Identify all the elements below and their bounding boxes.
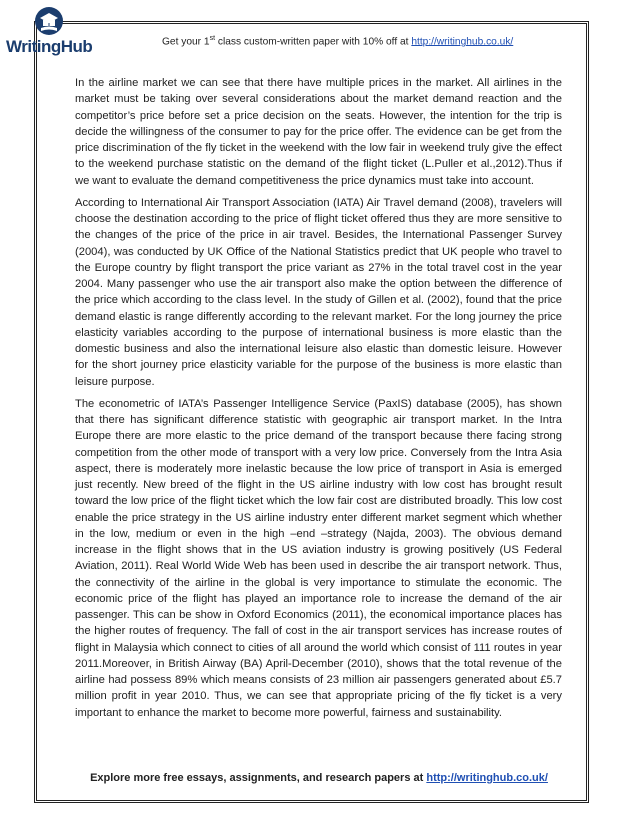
header-link[interactable]: http://writinghub.co.uk/ — [411, 36, 514, 48]
paragraph-1: In the airline market we can see that there have multiple prices in the market. All airlines in the market must be taking over several considerations about the market demand reaction and the competitor’s price before set a price decision on the seats. However, the intention for the trip is decide the willingness of the consumer to pay for the price offer. The evidence can be get from the price discrimination of the fly ticket in the weekend with the low fair in weekend truly give the effect to the weekend purchase statistic on the demand of the flight ticket (L.Puller et al.,2012).Thus if we want to evaluate the demand competitiveness the price dynamics must take into account. — [75, 77, 562, 187]
writinghub-logo[interactable] — [6, 6, 98, 58]
footer-link[interactable]: http://writinghub.co.uk/ — [426, 772, 548, 784]
essay-body — [75, 75, 562, 721]
footer-promo: Explore more free essays, assignments, and research papers at http://writinghub.co.uk/ — [90, 772, 548, 784]
paragraph-2: According to International Air Transport Association (IATA) Air Travel demand (2008), travelers will choose the destination according to the price of flight ticket offered thus they are more sensitive to the changes of the price of the price in air travel. Besides, the International Passenger Survey (2004), was conducted by UK Office of the National Statistics predict that UK people who travel to the Europe country by flight transport the price variant as 27% in the total travel cost in the year 2004. Many passenger who use the air transport also make the option between the difference of the price which according to the class level. In the study of Gillen et al. (2002), found that the price demand elastic is range differently according to the relevant market. For the long journey the price elasticity variables according to the purpose of international business is more elastic than the domestic business and also the international leisure also elastic than domestic leisure. However for the short journey price elasticity variable for the purpose of the business is more elastic than leisure purpose. — [75, 196, 562, 388]
paragraph-3: The econometric of IATA’s Passenger Intelligence Service (PaxIS) database (2005), has shown that there has significant difference statistic with geographic air transport market. In the Intra Europe there are more elastic to the price demand of the transport because there facing strong competition from the other mode of transport with a very low price. Conversely from the Intra Asia aspect, there is moderately more inelastic because the low price of transport in Asia is emerged just recently. New breed of the flight in the US airline industry with low cost has brought result toward the low price of the flight ticket which the low fair cost are distributed broadly. This low cost enable the price strategy in the US airline industry enter different market segment which whether in the low, medium or even in the high –end –strategy (Najda, 2003). The obvious demand increase in the flight shows that in the US aviation industry is growing positively (US Federal Aviation, 2011). Real World Wide Web has been used in describe the air transport network. Thus, the connectivity of the airline in the global is very importance to stimulate the economic. The economic price of the flight has played an importance role to increase the demand of the air passenger. This can be show in Oxford Economics (2011), the economical importance places has the higher routes of frequency. The fall of cost in the air transport services has increase routes of flight in Malaysia which connect to cities of all around the world which consist of 111 routes in year 2011.Moreover, in British Airway (BA) April-December (2010), shows that the total revenue of the airline had possess 89% which means consists of 23 million air passengers generated about £5.7 million profit in year 2010. Thus, we can see that appropriate pricing of the fly ticket is a very important to enhance the market to become more powerful, fairness and sustainability. — [75, 397, 562, 719]
graduation-book-icon — [34, 6, 64, 36]
header-promo: Get your 1st class custom-written paper with 10% off at http://writinghub.co.uk/ — [162, 35, 514, 48]
logo-wordmark: WritingHub — [6, 37, 93, 56]
